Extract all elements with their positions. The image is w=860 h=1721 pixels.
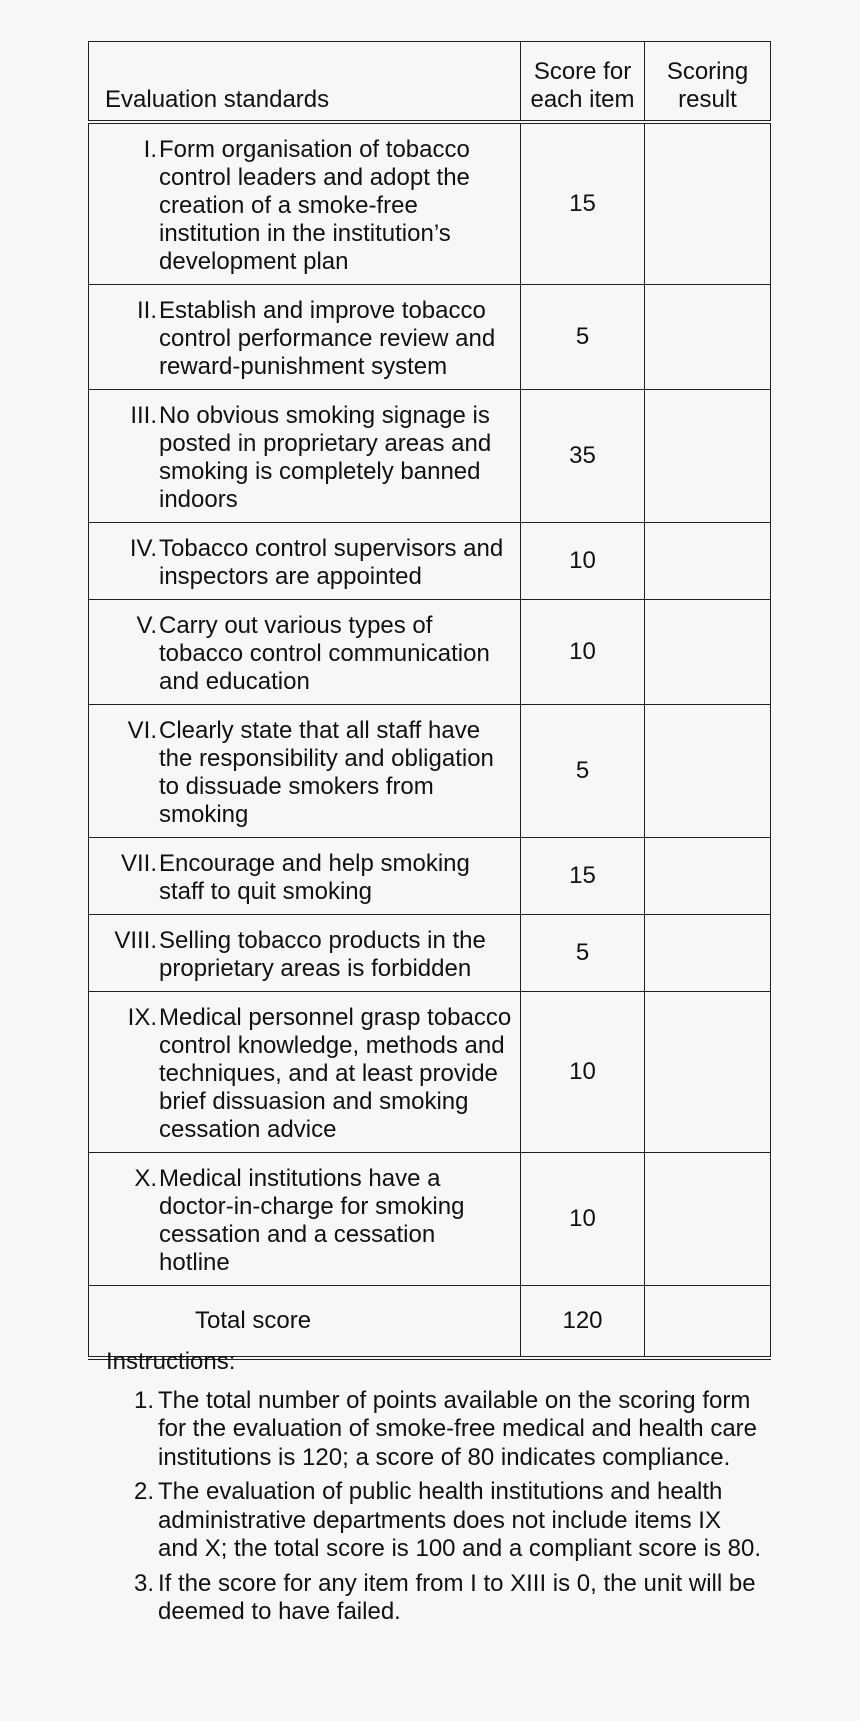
header-score-line1: Score for bbox=[533, 58, 632, 85]
table-row bbox=[89, 992, 771, 1153]
instructions-list bbox=[106, 1387, 766, 1627]
total-score-value: 120 bbox=[521, 1286, 645, 1359]
item-standard-cell bbox=[89, 390, 521, 523]
item-score: 10 bbox=[521, 1153, 645, 1286]
item-standard-cell bbox=[89, 992, 521, 1153]
header-evaluation-standards: Evaluation standards bbox=[89, 42, 521, 123]
item-standard-cell bbox=[89, 705, 521, 838]
item-text: Carry out various types of tobacco control communication and education bbox=[159, 612, 490, 695]
item-text: Clearly state that all staff have the responsibility and obligation to dissuade smokers from smoking bbox=[159, 717, 494, 828]
instruction-text: If the score for any item from I to XIII is 0, the unit will be deemed to have failed. bbox=[158, 1569, 756, 1625]
item-numeral: VI. bbox=[127, 717, 157, 744]
item-standard-cell bbox=[89, 1153, 521, 1286]
table-row bbox=[89, 122, 771, 285]
list-item bbox=[106, 1387, 766, 1473]
item-result-cell[interactable] bbox=[645, 705, 771, 838]
total-score-label: Total score bbox=[89, 1286, 521, 1359]
item-result-cell[interactable] bbox=[645, 523, 771, 600]
item-standard-cell bbox=[89, 600, 521, 705]
item-result-cell[interactable] bbox=[645, 285, 771, 390]
instruction-text: The evaluation of public health institutions and health administrative departments does not include items IX and X; the total score is 100 and a compliant score is 80. bbox=[158, 1478, 762, 1562]
item-numeral: I. bbox=[143, 136, 157, 163]
item-score: 5 bbox=[521, 705, 645, 838]
item-standard-cell bbox=[89, 122, 521, 285]
instruction-number: 1. bbox=[133, 1386, 154, 1414]
instructions-section bbox=[106, 1348, 766, 1633]
header-scoring-result bbox=[645, 42, 771, 123]
table-row bbox=[89, 705, 771, 838]
table-row bbox=[89, 1153, 771, 1286]
table-row bbox=[89, 523, 771, 600]
item-standard-cell bbox=[89, 285, 521, 390]
item-numeral: VIII. bbox=[114, 927, 157, 954]
item-text: Establish and improve tobacco control performance review and reward-punishment system bbox=[159, 297, 496, 380]
item-score: 5 bbox=[521, 915, 645, 992]
item-text: Encourage and help smoking staff to quit smoking bbox=[159, 850, 470, 905]
instruction-number: 3. bbox=[133, 1569, 154, 1597]
table-row bbox=[89, 915, 771, 992]
item-score: 15 bbox=[521, 122, 645, 285]
item-numeral: III. bbox=[130, 402, 157, 429]
item-result-cell[interactable] bbox=[645, 122, 771, 285]
header-result-line1: Scoring bbox=[666, 58, 749, 85]
item-standard-cell bbox=[89, 915, 521, 992]
header-score-for-each-item bbox=[521, 42, 645, 123]
item-numeral: IV. bbox=[129, 535, 157, 562]
item-result-cell[interactable] bbox=[645, 992, 771, 1153]
list-item bbox=[106, 1570, 766, 1627]
item-result-cell[interactable] bbox=[645, 600, 771, 705]
item-text: Medical institutions have a doctor-in-charge for smoking cessation and a cessation hotline bbox=[159, 1165, 465, 1276]
table-header-row bbox=[89, 42, 771, 123]
item-result-cell[interactable] bbox=[645, 838, 771, 915]
item-numeral: X. bbox=[134, 1165, 157, 1192]
item-score: 5 bbox=[521, 285, 645, 390]
table-row bbox=[89, 285, 771, 390]
item-result-cell[interactable] bbox=[645, 1153, 771, 1286]
item-result-cell[interactable] bbox=[645, 390, 771, 523]
scoring-form bbox=[88, 41, 770, 1360]
item-numeral: IX. bbox=[127, 1004, 157, 1031]
table-row bbox=[89, 390, 771, 523]
item-score: 15 bbox=[521, 838, 645, 915]
list-item bbox=[106, 1478, 766, 1564]
header-result-line2: result bbox=[678, 86, 737, 113]
item-numeral: VII. bbox=[120, 850, 157, 877]
item-standard-cell bbox=[89, 523, 521, 600]
item-numeral: II. bbox=[136, 297, 157, 324]
item-score: 10 bbox=[521, 992, 645, 1153]
item-numeral: V. bbox=[136, 612, 157, 639]
item-text: Tobacco control supervisors and inspectors are appointed bbox=[159, 535, 504, 590]
header-score-line2: each item bbox=[530, 86, 635, 113]
item-score: 10 bbox=[521, 523, 645, 600]
item-score: 35 bbox=[521, 390, 645, 523]
evaluation-table bbox=[88, 41, 771, 1360]
instruction-number: 2. bbox=[133, 1478, 154, 1505]
table-row bbox=[89, 838, 771, 915]
item-result-cell[interactable] bbox=[645, 915, 771, 992]
item-text: Selling tobacco products in the proprietary areas is forbidden bbox=[159, 927, 486, 982]
table-row bbox=[89, 600, 771, 705]
instructions-title: Instructions: bbox=[106, 1348, 236, 1375]
item-standard-cell bbox=[89, 838, 521, 915]
item-score: 10 bbox=[521, 600, 645, 705]
item-text: No obvious smoking signage is posted in proprietary areas and smoking is completely banned indoors bbox=[159, 402, 492, 513]
item-text: Form organisation of tobacco control leaders and adopt the creation of a smoke-free institution in the institution’s development plan bbox=[159, 136, 470, 275]
instruction-text: The total number of points available on the scoring form for the evaluation of smoke-free medical and health care institutions is 120; a score of 80 indicates compliance. bbox=[158, 1386, 758, 1471]
item-text: Medical personnel grasp tobacco control knowledge, methods and techniques, and at least provide brief dissuasion and smoking cessation advice bbox=[159, 1004, 512, 1143]
